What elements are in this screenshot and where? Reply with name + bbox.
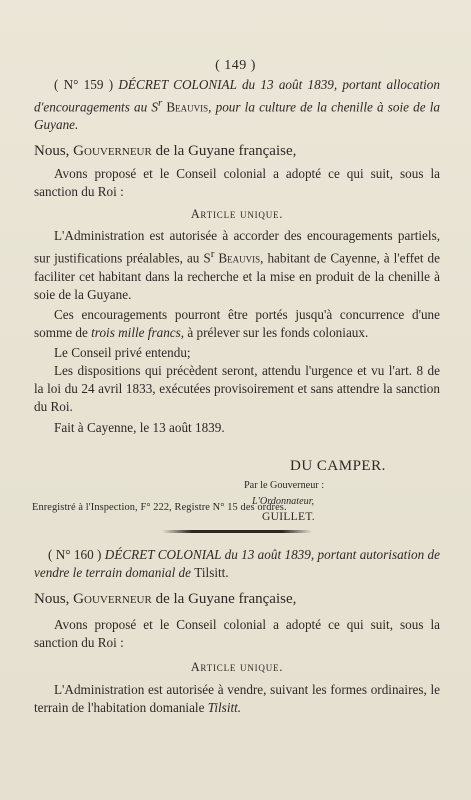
separator-rule	[162, 530, 312, 533]
page-number: ( 149 )	[215, 58, 256, 73]
paragraph-1: L'Administration est autorisée à vendre, suivant les formes ordinaires, le terrain de l'habitation domaniale Tilsitt.	[34, 682, 440, 715]
signature-guillet: GUILLET.	[262, 511, 315, 523]
ordonnateur-label: L'Ordonnateur,	[252, 496, 315, 507]
signature-du-camper: DU CAMPER.	[290, 458, 386, 474]
avons-paragraph: Avons proposé et le Conseil colonial a adopté ce qui suit, sous la sanction du Roi :	[34, 166, 440, 200]
paragraph-2: Ces encouragements pourront être portés jusqu'à concurrence d'une somme de trois mille francs, à prélever sur les fonds coloniaux.	[34, 306, 440, 340]
nous-line: Nous, Gouverneur de la Guyane française,	[34, 591, 297, 607]
decree-160	[34, 546, 440, 717]
decree-159	[34, 76, 440, 437]
decree-title: DÉCRET COLONIAL	[104, 547, 222, 562]
fait-line: Fait à Cayenne, le 13 août 1839.	[54, 419, 225, 435]
paragraph-1: L'Administration est autorisée à accorder des encouragements partiels, sur justifications préalables, au $S^r$ Beauvis, habitant de Cayenne, à l'effet de faciliter cet habitant dans la recherche et la mise en produit de la chenille à soie de la Guyane.	[34, 228, 440, 302]
decree-160-heading: ( N° 160 ) DÉCRET COLONIAL du 13 août 1839, portant autorisation de vendre le terrain domanial de Tilsitt.	[34, 547, 440, 580]
article-heading: Article unique.	[190, 660, 284, 674]
paragraph-4: Les dispositions qui précèdent seront, attendu l'urgence et vu l'art. 8 de la loi du 24 avril 1833, exécutées provisoirement et sans attendre la sanction du Roi.	[34, 362, 440, 414]
par-le-gouverneur: Par le Gouverneur :	[244, 480, 325, 491]
nous-line: Nous, Gouverneur de la Guyane française,	[34, 143, 297, 160]
paragraph-3: Le Conseil privé entendu;	[54, 344, 191, 360]
article-heading: Article unique.	[190, 207, 284, 222]
registration-line: Enregistré à l'Inspection, F° 222, Registre N° 15 des ordres.	[32, 502, 287, 513]
decree-title: DÉCRET COLONIAL	[118, 77, 237, 92]
decree-159-heading: ( N° 159 ) DÉCRET COLONIAL du 13 août 1839, portant allocation d'encouragements au $S^r$ Beauvis, pour la culture de la chenille à soie de la Guyane.	[34, 77, 441, 133]
avons-paragraph: Avons proposé et le Conseil colonial a adopté ce qui suit, sous la sanction du Roi :	[34, 617, 440, 650]
